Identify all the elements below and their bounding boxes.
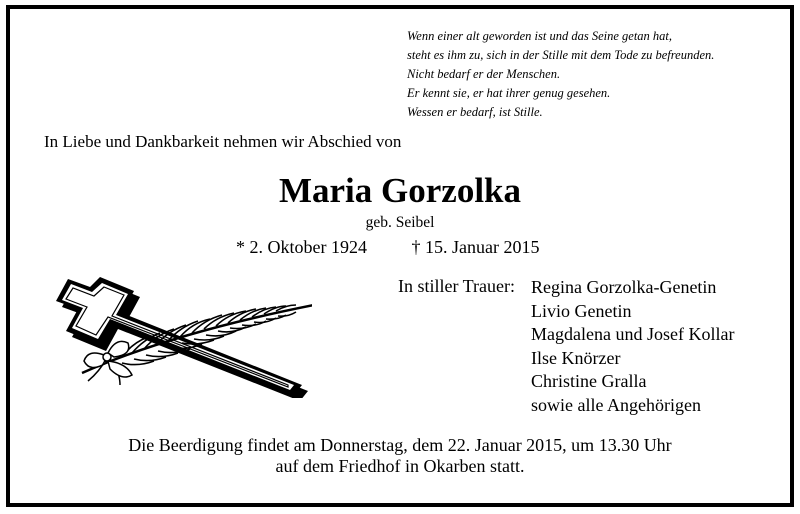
mourner-name: Christine Gralla: [531, 371, 647, 392]
poem-line: Wessen er bedarf, ist Stille.: [407, 105, 543, 119]
birth-date: * 2. Oktober 1924: [236, 237, 367, 257]
death-date: † 15. Januar 2015: [411, 237, 540, 257]
maiden-name: geb. Seibel: [365, 214, 435, 231]
mourner-name: Ilse Knörzer: [531, 347, 621, 368]
poem-line: steht es ihm zu, sich in der Stille mit dem Tode zu befreunden.: [407, 48, 715, 62]
life-dates: [236, 237, 539, 258]
poem-line: Nicht bedarf er der Menschen.: [407, 67, 561, 81]
mourners-list: [531, 276, 734, 418]
mourning-label: In stiller Trauer:: [398, 276, 515, 296]
funeral-line: auf dem Friedhof in Okarben statt.: [275, 456, 525, 476]
poem-line: Er kennt sie, er hat ihrer genug gesehen.: [407, 86, 611, 100]
obituary-frame: [6, 5, 794, 507]
cross-with-palm-branch-icon: [52, 273, 312, 398]
funeral-notice: [10, 435, 790, 477]
mourner-name: Regina Gorzolka-Genetin: [531, 277, 717, 297]
mourner-name: Magdalena und Josef Kollar: [531, 324, 735, 345]
mourner-name: sowie alle Angehörigen: [531, 394, 701, 415]
deceased-name: Maria Gorzolka: [278, 171, 522, 210]
mourner-name: Livio Genetin: [531, 300, 632, 321]
intro-text: In Liebe und Dankbarkeit nehmen wir Abschied von: [44, 132, 402, 151]
poem-line: Wenn einer alt geworden ist und das Seine getan hat,: [407, 29, 673, 43]
poem: [407, 27, 714, 122]
funeral-line: Die Beerdigung findet am Donnerstag, dem 22. Januar 2015, um 13.30 Uhr: [128, 435, 672, 455]
